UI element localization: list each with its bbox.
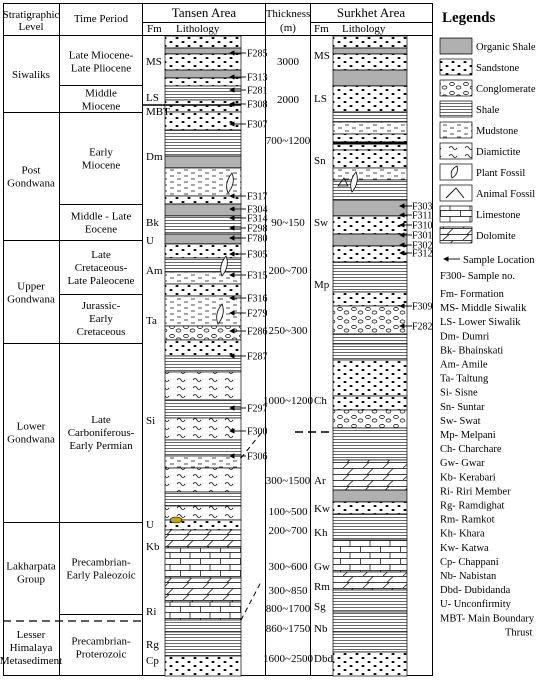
legend (440, 10, 536, 638)
strat-level-3-line-2: Gondwana (7, 293, 55, 306)
tansen-lithology-bed (165, 602, 241, 620)
surkhet-formation-3: Sn (314, 155, 326, 167)
tansen-sample-9: F298 (247, 223, 268, 235)
tansen-formation-5: Bk (146, 217, 159, 229)
tansen-lithology-bed (165, 272, 241, 284)
legend-swatch-shale (440, 101, 472, 117)
legend-swatch-dolo (440, 227, 472, 243)
surkhet-lithology-bed (333, 632, 407, 652)
surkhet-lithology-bed (333, 590, 407, 612)
surkhet-lithology-bed (333, 246, 407, 262)
legend-abbreviation-4: Dm- Dumri (440, 331, 490, 343)
legend-abbreviation-16: Rg- Ramdighat (440, 500, 505, 512)
thickness-value-12: 300~850 (268, 585, 308, 597)
legend-item-8: Animal Fossil (476, 189, 536, 200)
tansen-lithology-bed (165, 632, 241, 656)
tansen-sample-19: F306 (247, 451, 268, 463)
legend-abbreviation-22: Dbd- Dubidanda (440, 585, 511, 597)
surkhet-formation-8: Kw (314, 503, 330, 515)
thickness-value-6: 250~300 (268, 325, 308, 337)
tansen-lithology-bed (165, 284, 241, 296)
surkhet-formation-11: Rm (314, 581, 330, 593)
strat-level-4-line-2: Gondwana (7, 433, 55, 446)
surkhet-lithology-bed (333, 234, 407, 246)
tansen-lithology-bed (165, 372, 241, 400)
tansen-formation-6: U (146, 235, 154, 247)
surkhet-lithology-bed (333, 36, 407, 48)
time-period-5-line-1: Late (91, 249, 111, 261)
header-surkhet-lithology: Lithology (342, 23, 386, 35)
legend-abbreviation-7: Ta- Taltung (440, 373, 489, 385)
legend-abbreviation-2: MS- Middle Siwalik (440, 303, 527, 315)
tansen-formation-3: MBT (146, 106, 170, 118)
surkhet-sample-5: F302 (412, 240, 433, 252)
legend-swatch-cong (440, 80, 472, 96)
tansen-lithology-bed (165, 112, 241, 130)
legend-abbreviation-20: Cp- Chappani (440, 556, 499, 568)
surkhet-sample-3: F310 (412, 220, 433, 232)
strat-level-2-line-1: Post (21, 164, 41, 177)
strat-level-5-line-2: Group (16, 573, 46, 586)
surkhet-sample-8: F282 (412, 321, 433, 333)
surkhet-formation-14: Dbd (314, 653, 333, 665)
tansen-formation-4: Dm (146, 151, 163, 163)
thickness-value-11: 300~600 (268, 561, 308, 573)
correlation-dashed-line (241, 580, 262, 620)
strat-level-1-line-1: Siwaliks (12, 69, 50, 81)
surkhet-lithology-bed (333, 572, 407, 590)
tansen-lithology-bed (165, 204, 241, 216)
legend-abbreviation-23: U- Unconfirmity (440, 599, 511, 611)
surkhet-lithology-bed (333, 262, 407, 292)
time-period-1-line-1: Late Miocene- (68, 49, 134, 62)
time-period-7-line-1: Late (91, 414, 111, 426)
surkhet-lithology-bed (333, 70, 407, 86)
thickness-value-13: 800~1700 (265, 603, 311, 615)
thickness-value-4: 90~150 (271, 217, 305, 229)
tansen-lithology-bed (165, 578, 241, 602)
tansen-sample-1: F285 (247, 48, 268, 60)
tansen-lithology-bed (165, 326, 241, 340)
tansen-lithology-bed (165, 130, 241, 156)
thickness-value-7: 1000~1200 (263, 395, 313, 407)
tansen-sample-4: F308 (247, 99, 268, 111)
surkhet-lithology-bed (333, 612, 407, 632)
tansen-formation-1: MS (146, 56, 162, 68)
legend-item-4: Shale (476, 105, 500, 116)
tansen-lithology-bed (165, 400, 241, 418)
tansen-formation-14: Cp (146, 655, 159, 667)
thickness-value-8: 300~1500 (265, 475, 311, 487)
tansen-lithology-bed (165, 340, 241, 356)
tansen-lithology-bed (165, 356, 241, 372)
time-period-3-line-2: Miocene (81, 159, 121, 172)
unconformity-marker (170, 517, 182, 523)
legend-abbreviation-21: Nb- Nabistan (440, 571, 497, 582)
strat-level-4-line-1: Lower (16, 420, 46, 433)
tansen-lithology-bed (165, 258, 241, 272)
header-time-period: Time Period (73, 13, 129, 25)
thickness-column (263, 56, 313, 665)
surkhet-lithology-bed (333, 344, 407, 360)
legend-item-7: Plant Fossil (476, 168, 526, 179)
surkhet-lithology-bed (333, 112, 407, 122)
tansen-lithology-bed (165, 468, 241, 492)
legend-swatch-sand (440, 59, 472, 75)
surkhet-lithology-bed (333, 334, 407, 344)
surkhet-formation-13: Nb (314, 623, 328, 635)
tansen-lithology-bed (165, 100, 241, 112)
surkhet-formation-9: Kh (314, 527, 328, 539)
tansen-lithology-bed (165, 78, 241, 86)
strat-level-6-line-3: Metasediment (0, 655, 63, 667)
tansen-lithology-bed (165, 530, 241, 548)
legend-abbreviation-8: Si- Sisne (440, 387, 478, 399)
time-period-1-line-2: Late Pliocene (70, 62, 132, 75)
tansen-sample-7: F304 (247, 204, 268, 216)
tansen-lithology-bed (165, 456, 241, 468)
tansen-formation-7: Am (146, 265, 163, 277)
header-surkhet-fm: Fm (314, 23, 329, 35)
header-tansen-area: Tansen Area (171, 5, 237, 20)
surkhet-formation-12: Sg (314, 601, 326, 613)
tansen-sample-17: F297 (247, 403, 268, 415)
strat-level-5-line-1: Lakharpata (6, 560, 56, 573)
legend-abbreviation-24: MBT- Main Boundary (440, 613, 535, 625)
header-surkhet-area: Surkhet Area (336, 5, 406, 20)
time-period-column (66, 50, 135, 661)
surkhet-lithology-bed (333, 460, 407, 490)
time-period-5-line-2: Cretaceous- (74, 262, 128, 274)
tansen-lithology-bed (165, 418, 241, 440)
tansen-sample-13: F316 (247, 293, 268, 305)
legend-item-5: Mudstone (476, 126, 518, 137)
strat-level-2-line-2: Gondwana (7, 177, 55, 190)
tansen-lithology-bed (165, 620, 241, 632)
tansen-lithology-bed (165, 440, 241, 456)
time-period-4-line-1: Middle - Late (70, 210, 132, 223)
time-period-8-line-2: Early Paleozoic (66, 569, 136, 582)
legend-abbreviation-19: Kw- Katwa (440, 542, 489, 554)
time-period-7-line-2: Carboniferous- (67, 427, 135, 439)
strat-level-3-line-1: Upper (17, 280, 45, 293)
legend-abbreviation-14: Kb- Kerabari (440, 472, 496, 484)
tansen-formation-11: Kb (146, 541, 160, 553)
surkhet-formation-1: MS (314, 50, 330, 62)
surkhet-lithology-bed (333, 180, 407, 200)
tansen-formation-10: U (146, 519, 154, 531)
tansen-lithology-bed (165, 296, 241, 326)
tansen-lithology-bed (165, 492, 241, 506)
legend-item-9: Limestone (476, 210, 521, 221)
surkhet-lithology-bed (333, 410, 407, 428)
surkhet-lithology-bed (333, 122, 407, 134)
tansen-sample-16: F287 (247, 351, 268, 363)
tansen-lithology-bed (165, 244, 241, 258)
legend-abbreviation-18: Kh- Khara (440, 528, 485, 540)
legend-item-2: Sandstone (476, 63, 520, 74)
tansen-sample-3: F281 (247, 85, 268, 97)
time-period-2-line-2: Miocene (81, 100, 121, 113)
header-strat-level-line-2: Level (18, 21, 44, 33)
legend-abbreviation-11: Mp- Melpani (440, 430, 496, 441)
time-period-6-line-2: Early (89, 313, 113, 325)
surkhet-lithology-bed (333, 540, 407, 572)
tansen-sample-12: F315 (247, 270, 268, 282)
tansen-sample-18: F300 (247, 426, 268, 438)
legend-abbreviation-3: LS- Lower Siwalik (440, 317, 521, 329)
tansen-lithology-bed (165, 86, 241, 100)
time-period-2-line-1: Middle (85, 87, 117, 100)
legend-swatch-mud (440, 122, 472, 138)
surkhet-sample-2: F311 (412, 210, 433, 222)
tansen-formation-13: Rg (146, 639, 159, 651)
thickness-value-14: 860~1750 (265, 623, 311, 635)
surkhet-lithology-bed (333, 490, 407, 502)
time-period-3-line-1: Early (89, 146, 113, 159)
time-period-7-line-3: Early Permian (69, 440, 133, 452)
tansen-formation-2: LS (146, 92, 159, 104)
thickness-value-5: 200~700 (268, 265, 308, 277)
tansen-lithology-column (142, 36, 241, 676)
legend-swatch-orgshale (440, 38, 472, 54)
surkhet-formation-10: Gw (314, 561, 330, 573)
tansen-lithology-bed (165, 196, 241, 204)
header-thickness-unit: (m) (280, 22, 296, 34)
tansen-sample-2: F313 (247, 72, 268, 84)
legend-abbreviation-25: Thrust (505, 627, 533, 639)
tansen-lithology-bed (165, 234, 241, 244)
legend-item-6: Diamictite (476, 147, 521, 158)
surkhet-sample-7: F309 (412, 301, 433, 313)
tansen-lithology-bed (165, 656, 241, 676)
time-period-5-line-3: Late Paleocene (67, 275, 135, 287)
thickness-value-3: 700~1200 (265, 135, 311, 147)
header-strat-level-line-1: Stratigraphic (2, 9, 60, 21)
thickness-value-2: 2000 (277, 94, 299, 106)
legend-abbreviation-15: Ri- Riri Member (440, 486, 511, 498)
tansen-lithology-bed (165, 48, 241, 54)
time-period-9-line-2: Proterozoic (75, 648, 127, 661)
legend-item-3: Conglomerate (476, 84, 536, 95)
tansen-formation-8: Ta (146, 315, 157, 327)
surkhet-sample-1: F303 (412, 201, 433, 213)
surkhet-formation-7: Ar (314, 475, 326, 487)
tansen-sample-11: F305 (247, 249, 268, 261)
surkhet-lithology-bed (333, 86, 407, 112)
tansen-sample-14: F279 (247, 308, 268, 320)
surkhet-lithology-bed (333, 306, 407, 334)
legend-abbreviation-5: Bk- Bhainskati (440, 345, 504, 357)
legend-item-10: Dolomite (476, 231, 516, 242)
thickness-value-15: 1600~2500 (263, 653, 313, 665)
legend-sample-no: F300- Sample no. (440, 271, 515, 282)
tansen-sample-10: F780 (247, 233, 268, 245)
tansen-lithology-bed (165, 54, 241, 70)
thickness-value-1: 3000 (277, 56, 299, 68)
legend-sample-location: Sample Location (463, 255, 535, 266)
tansen-lithology-bed (165, 36, 241, 48)
legend-abbreviation-13: Gw- Gwar (440, 458, 485, 470)
header-tansen-lithology: Lithology (176, 23, 220, 35)
surkhet-lithology-bed (333, 200, 407, 216)
legend-abbreviation-12: Ch- Charchare (440, 444, 502, 456)
legend-abbreviation-6: Am- Amile (440, 359, 488, 371)
header-tansen-fm: Fm (147, 23, 162, 35)
surkhet-lithology-bed (333, 514, 407, 540)
tansen-sample-5: F307 (247, 119, 268, 131)
surkhet-lithology-bed (333, 396, 407, 410)
time-period-6-line-3: Cretaceous (76, 326, 126, 338)
surkhet-formation-labels (314, 50, 333, 665)
time-period-4-line-2: Eocene (84, 223, 118, 236)
strat-level-6-line-2: Himalaya (9, 642, 53, 654)
thickness-value-9: 100~500 (268, 506, 308, 518)
surkhet-lithology-bed (333, 652, 407, 676)
surkhet-formation-6: Ch (314, 395, 327, 407)
surkhet-lithology-bed (333, 360, 407, 396)
legend-item-1: Organic Shale (476, 42, 536, 53)
legend-abbreviation-9: Sn- Suntar (440, 401, 485, 413)
legend-swatch-diam (440, 143, 472, 159)
surkhet-lithology-bed (333, 48, 407, 54)
time-period-9-line-1: Precambrian- (71, 635, 131, 648)
surkhet-lithology-bed (333, 292, 407, 306)
surkhet-lithology-bed (333, 428, 407, 460)
tansen-sample-8: F314 (247, 213, 268, 225)
legend-abbreviation-10: Sw- Swat (440, 415, 481, 427)
legend-title: Legends (442, 10, 496, 26)
tansen-lithology-bed (165, 156, 241, 168)
surkhet-lithology-bed (333, 502, 407, 514)
header-thickness: Thickness (265, 8, 311, 20)
strat-level-column (0, 69, 62, 667)
time-period-6-line-1: Jurassic- (81, 300, 121, 312)
legend-swatch-lime (440, 206, 472, 222)
strat-level-6-line-1: Lesser (16, 629, 46, 641)
surkhet-lithology-bed (333, 216, 407, 234)
surkhet-formation-2: LS (314, 93, 327, 105)
surkhet-lithology-bed (333, 54, 407, 70)
surkhet-lithology-bed (333, 150, 407, 168)
tansen-formation-12: Ri (146, 606, 157, 618)
surkhet-sample-6: F312 (412, 248, 433, 260)
surkhet-formation-4: Sw (314, 217, 329, 229)
thickness-value-10: 200~700 (268, 525, 308, 537)
time-period-8-line-1: Precambrian- (71, 556, 131, 569)
tansen-sample-6: F317 (247, 191, 268, 203)
tansen-lithology-bed (165, 70, 241, 78)
legend-abbreviation-17: Rm- Ramkot (440, 514, 495, 526)
tansen-sample-15: F286 (247, 326, 268, 338)
surkhet-formation-5: Mp (314, 279, 330, 291)
legend-abbreviation-1: Fm- Formation (440, 289, 504, 300)
header-row (3, 5, 406, 35)
tansen-formation-9: Si (146, 415, 156, 427)
surkhet-sample-4: F301 (412, 230, 433, 242)
tansen-lithology-bed (165, 216, 241, 234)
tansen-lithology-bed (165, 548, 241, 578)
